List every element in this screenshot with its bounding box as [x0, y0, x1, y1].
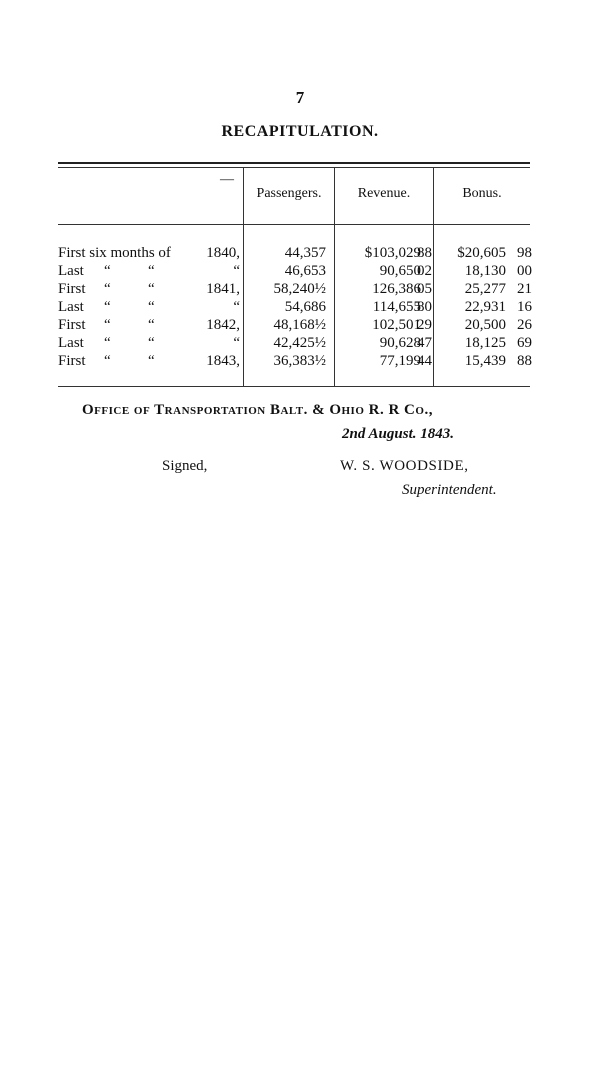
- row-year: 1842,: [206, 317, 240, 333]
- row-revenue-cents: 80: [417, 299, 432, 315]
- row-bonus-cents: 98: [517, 245, 532, 261]
- row-bonus: 22,931: [464, 299, 506, 315]
- row-ditto-2: “: [148, 299, 155, 315]
- table-header-rule: [58, 224, 530, 225]
- row-revenue: 114,655: [372, 299, 421, 315]
- row-ditto-2: “: [148, 353, 155, 369]
- row-revenue-cents: 88: [417, 245, 432, 261]
- row-passengers: 44,357: [284, 245, 326, 261]
- row-bonus-cents: 69: [517, 335, 532, 351]
- row-passengers: 36,383½: [273, 353, 326, 369]
- row-revenue: $103,029: [364, 245, 421, 261]
- row-bonus: 25,277: [464, 281, 506, 297]
- row-revenue-cents: 47: [417, 335, 432, 351]
- row-revenue: 126,386: [372, 281, 421, 297]
- row-revenue-cents: 05: [417, 281, 432, 297]
- signed-label: Signed,: [162, 458, 208, 474]
- table-top-rule: [58, 162, 530, 164]
- table-row: [0, 244, 600, 262]
- row-ditto-1: “: [104, 281, 111, 297]
- signer-title: Superintendent.: [402, 482, 497, 498]
- row-bonus: $20,605: [457, 245, 506, 261]
- row-when: First: [58, 281, 86, 297]
- table-top-rule-thin: [58, 167, 530, 168]
- row-revenue: 77,199: [379, 353, 421, 369]
- row-when: First six months of: [58, 245, 171, 261]
- row-year: 1841,: [206, 281, 240, 297]
- row-revenue: 90,628: [379, 335, 421, 351]
- row-ditto-1: “: [104, 263, 111, 279]
- row-year: 1840,: [206, 245, 240, 261]
- table-row: [0, 316, 600, 334]
- row-revenue: 102,501: [372, 317, 421, 333]
- table-row: [0, 334, 600, 352]
- row-year: “: [233, 263, 240, 279]
- signer-name: W. S. WOODSIDE,: [340, 458, 469, 474]
- row-year: “: [233, 299, 240, 315]
- header-revenue: Revenue.: [357, 186, 411, 201]
- row-ditto-2: “: [148, 335, 155, 351]
- row-passengers: 42,425½: [273, 335, 326, 351]
- row-bonus-cents: 88: [517, 353, 532, 369]
- row-revenue: 90,650: [379, 263, 421, 279]
- row-revenue-cents: 29: [417, 317, 432, 333]
- row-passengers: 48,168½: [273, 317, 326, 333]
- table-row: [0, 352, 600, 370]
- row-when: Last: [58, 263, 84, 279]
- row-passengers: 46,653: [284, 263, 326, 279]
- row-bonus-cents: 21: [517, 281, 532, 297]
- table-bottom-rule: [58, 386, 530, 387]
- row-bonus: 20,500: [464, 317, 506, 333]
- row-bonus-cents: 26: [517, 317, 532, 333]
- row-bonus: 18,125: [464, 335, 506, 351]
- table-row: [0, 280, 600, 298]
- row-passengers: 54,686: [284, 299, 326, 315]
- row-revenue-cents: 02: [417, 263, 432, 279]
- row-year: 1843,: [206, 353, 240, 369]
- row-ditto-2: “: [148, 263, 155, 279]
- table-row: [0, 298, 600, 316]
- row-when: Last: [58, 299, 84, 315]
- header-blank-mark: —: [220, 172, 234, 187]
- row-ditto-2: “: [148, 317, 155, 333]
- row-ditto-1: “: [104, 335, 111, 351]
- page-number: 7: [295, 88, 305, 107]
- row-passengers: 58,240½: [273, 281, 326, 297]
- office-line: Office of Transportation Balt. & Ohio R. R Co.,: [82, 402, 433, 418]
- header-bonus: Bonus.: [462, 186, 502, 201]
- row-year: “: [233, 335, 240, 351]
- row-when: First: [58, 353, 86, 369]
- row-ditto-2: “: [148, 281, 155, 297]
- row-bonus: 18,130: [464, 263, 506, 279]
- row-ditto-1: “: [104, 317, 111, 333]
- row-bonus: 15,439: [464, 353, 506, 369]
- header-passengers: Passengers.: [256, 186, 322, 201]
- table-row: [0, 262, 600, 280]
- row-when: First: [58, 317, 86, 333]
- row-ditto-1: “: [104, 353, 111, 369]
- row-when: Last: [58, 335, 84, 351]
- page-title: RECAPITULATION.: [221, 123, 379, 140]
- row-revenue-cents: 44: [417, 353, 432, 369]
- row-ditto-1: “: [104, 299, 111, 315]
- row-bonus-cents: 00: [517, 263, 532, 279]
- date-line: 2nd August. 1843.: [342, 426, 454, 442]
- row-bonus-cents: 16: [517, 299, 532, 315]
